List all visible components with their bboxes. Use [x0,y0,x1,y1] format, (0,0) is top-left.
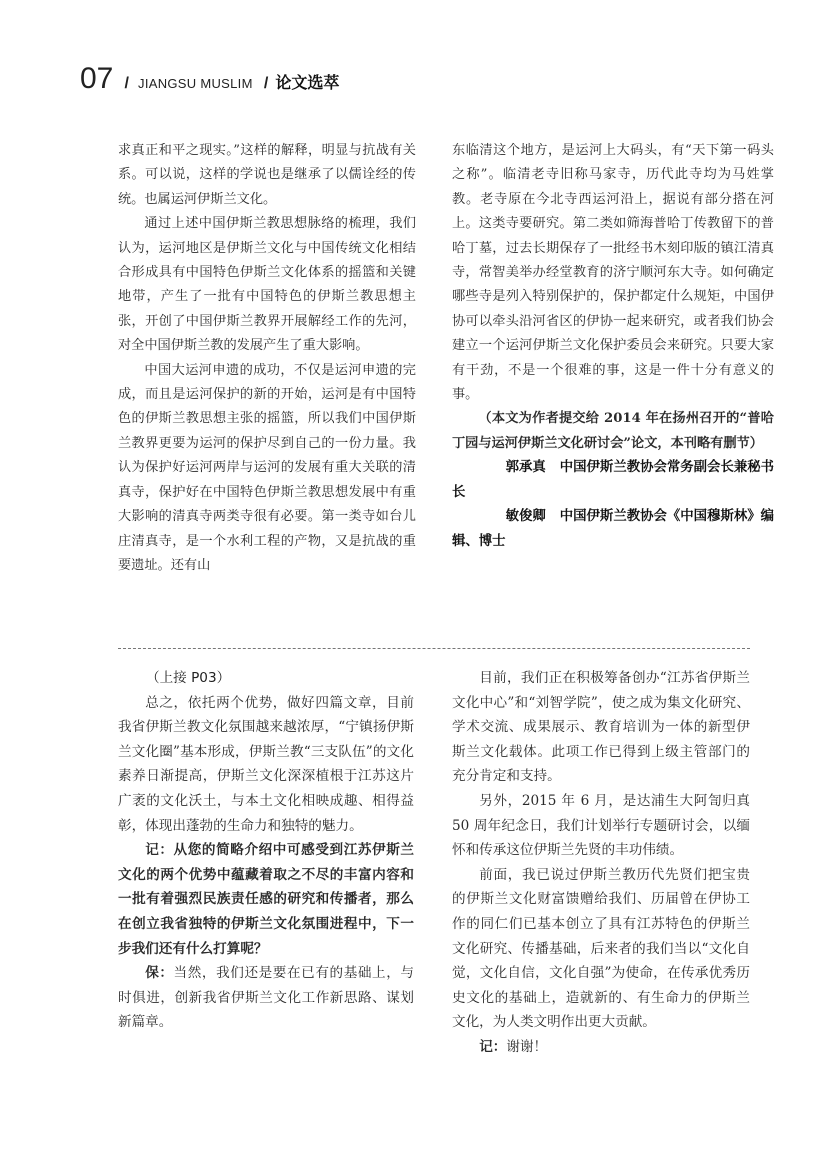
answer-text: 当然，我们还是要在已有的基础上，与时俱进，创新我省伊斯兰文化工作新思路、谋划新篇章。 [118,965,414,1031]
author-title: 中国伊斯兰教协会《中国穆斯林》编辑、博士 [452,509,774,549]
paragraph: 前面，我已说过伊斯兰教历代先贤们把宝贵的伊斯兰文化财富馈赠给我们、历届曾在伊协工作的同仁们已基本创立了具有江苏特色的伊斯兰文化研究、传播基础，后来者的我们当以“文化自觉，文化自信，文化自强”为使命，在传承优秀历史文化的基础上，造就新的、有生命力的伊斯兰文化，为人类文明作出更大贡献。 [452,866,750,1031]
author-name: 郭承真 [505,460,546,476]
author-line-2 [452,505,774,554]
paragraph: 中国大运河申遗的成功，不仅是运河申遗的完成，而且是运河保护的新的开始，运河是有中国特色的伊斯兰教思想主张的摇篮，所以我们中国伊斯兰教界更要为运河的保护尽到自己的一份力量。我认为保护好运河两岸与运河的发展有重大关联的清真寺，保护好在中国特色伊斯兰教思想发展中有重大影响的清真寺两类寺很有必要。第一类寺如台儿庄清真寺，是一个水利工程的产物，又是抗战的重要遗址。还有山 [118,362,416,573]
question-text: 从您的简略介绍中可感受到江苏伊斯兰文化的两个优势中蕴藏着取之不尽的丰富内容和一批有着强烈民族责任感的研究和传播者，那么在创立我省独特的伊斯兰文化氛围进程中，下一步我们还有什么打算呢？ [118,842,414,957]
paragraph: 求真正和平之现实。”这样的解释，明显与抗战有关系。可以说，这样的学说也是继承了以儒诠经的传统。也属运河伊斯兰文化。 [118,143,416,207]
header-separator: / [124,75,129,92]
magazine-name: JIANGSU MUSLIM [138,76,253,91]
interviewee-answer [118,961,414,1035]
section-title: 论文选萃 [275,73,340,92]
page-header [80,62,339,96]
page-number: 07 [80,62,114,95]
closing-text: 谢谢！ [506,1038,548,1055]
continued-from-label: （上接 P03） [146,670,231,686]
interviewer-question [118,838,414,961]
bottom-left-column [118,666,414,1035]
section-divider [118,648,750,649]
top-left-column [118,139,416,578]
bottom-right-column [452,666,750,1060]
paragraph: 总之，依托两个优势，做好四篇文章，目前我省伊斯兰教文化氛围越来越浓厚，“宁镇扬伊斯兰文化圈”基本形成，伊斯兰教“三支队伍”的文化素养日渐提高，伊斯兰文化深深植根于江苏这片广袤的文化沃土，与本土文化相映成趣、相得益彰，体现出蓬勃的生命力和独特的魅力。 [118,694,414,834]
paragraph: 通过上述中国伊斯兰教思想脉络的梳理，我们认为，运河地区是伊斯兰文化与中国传统文化相结合形成具有中国特色伊斯兰文化体系的摇篮和关键地带，产生了一批有中国特色的伊斯兰教思想主张，开创了中国伊斯兰教界开展解经工作的先河，对全中国伊斯兰教的发展产生了重大影响。 [118,216,416,354]
author-name: 敏俊卿 [505,509,546,525]
top-right-column [452,139,774,554]
editor-note: （本文为作者提交给 2014 年在扬州召开的“普哈丁园与运河伊斯兰文化研讨会”论文，本刊略有删节） [452,411,774,451]
paragraph: 东临清这个地方，是运河上大码头，有“天下第一码头之称”。临清老寺旧称马家寺，历代此寺均为马姓掌教。老寺原在今北寺西运河沿上，据说有部分搭在河上。这类寺要研究。第二类如筛海普哈丁传教留下的普哈丁墓，过去长期保存了一批经书木刻印版的镇江清真寺，常智美举办经堂教育的济宁顺河东大寺。如何确定哪些寺是列入特别保护的，保护都定什么规矩，中国伊协可以牵头沿河省区的伊协一起来研究，或者我们协会建立一个运河伊斯兰文化保护委员会来研究。只要大家有干劲，不是一个很难的事，这是一件十分有意义的事。 [452,143,774,403]
header-separator-2: / [263,75,269,92]
closing-line [452,1035,750,1060]
paragraph: 另外，2015 年 6 月，是达浦生大阿訇归真 50 周年纪念日，我们计划举行专题研讨会，以缅怀和传承这位伊斯兰先贤的丰功伟绩。 [452,792,750,859]
paragraph: 目前，我们正在积极筹备创办“江苏省伊斯兰文化中心”和“刘智学院”，使之成为集文化研究、学术交流、成果展示、教育培训为一体的新型伊斯兰文化载体。此项工作已得到上级主管部门的充分肯定和支持。 [452,670,750,785]
speaker-label: 保： [145,965,174,982]
author-title: 中国伊斯兰教协会常务副会长兼秘书长 [452,460,774,500]
speaker-label: 记： [479,1038,507,1055]
speaker-label: 记： [145,842,174,859]
author-line-1 [452,456,774,505]
